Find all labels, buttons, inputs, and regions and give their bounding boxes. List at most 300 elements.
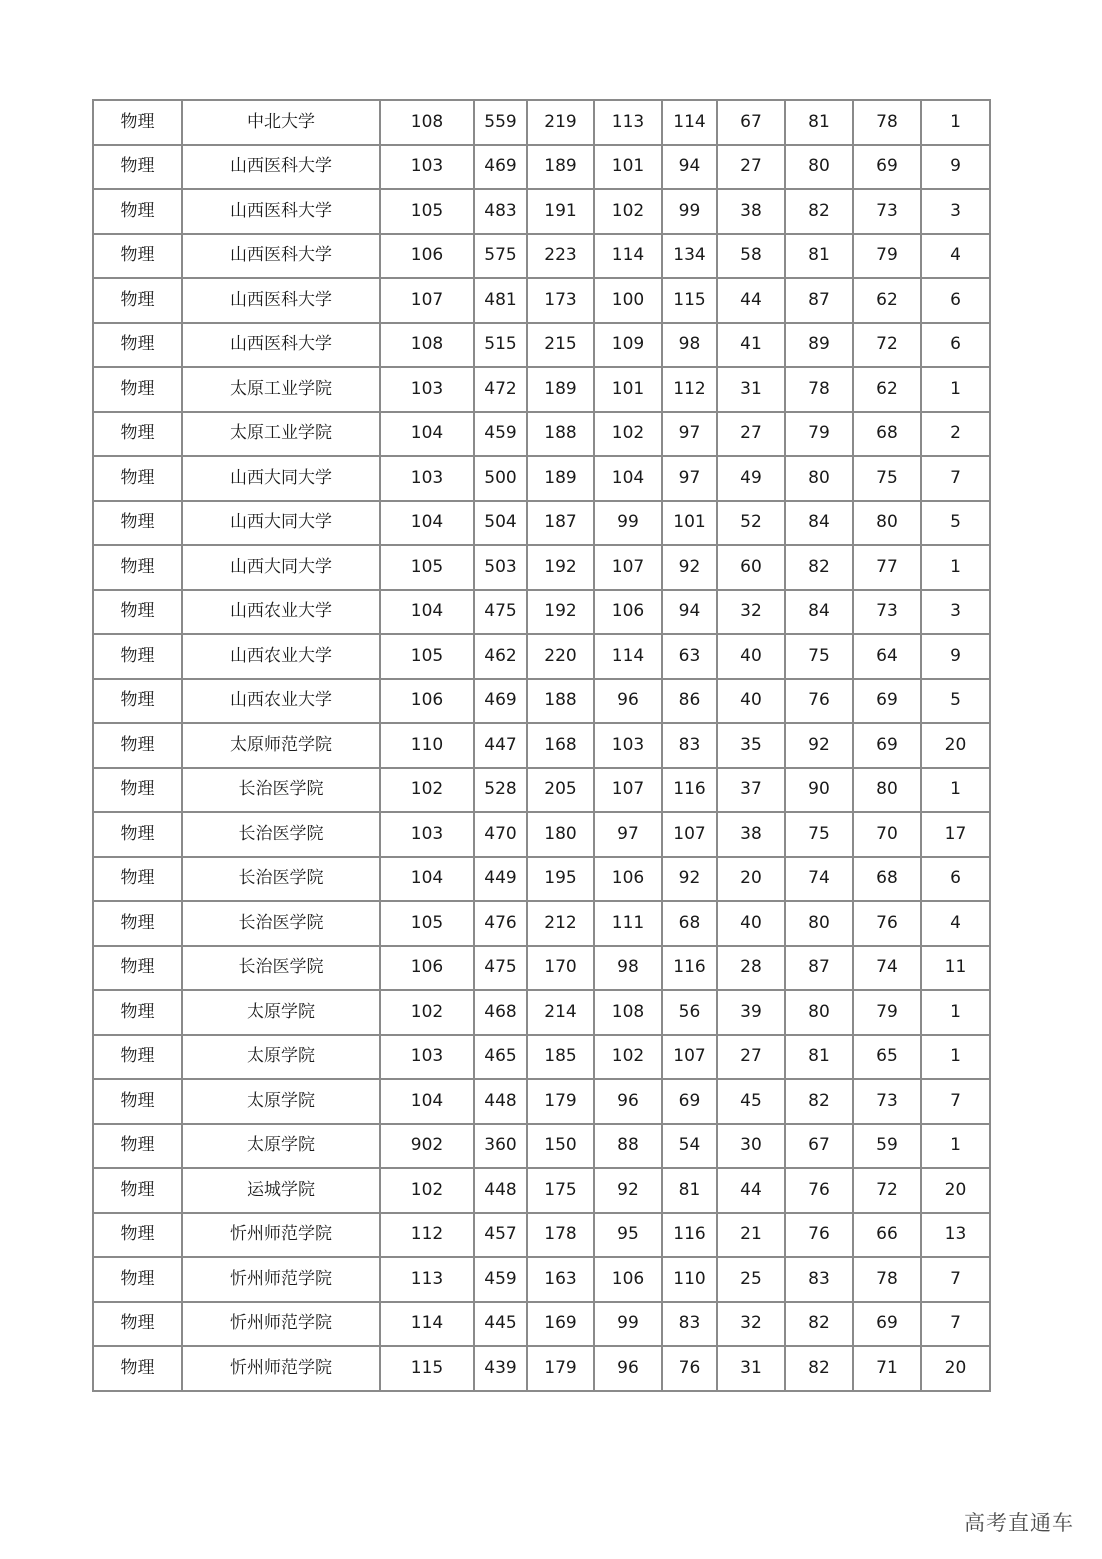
col-7-cell: 69 [662, 1079, 717, 1124]
col-9-cell: 81 [785, 1035, 853, 1080]
major-code-cell: 110 [380, 723, 474, 768]
subject-cell: 物理 [93, 1346, 182, 1391]
school-cell: 忻州师范学院 [182, 1213, 380, 1258]
col-6-cell: 106 [594, 590, 662, 635]
subject-cell: 物理 [93, 590, 182, 635]
col-10-cell: 74 [853, 946, 921, 991]
col-10-cell: 70 [853, 812, 921, 857]
col-9-cell: 76 [785, 1168, 853, 1213]
col-10-cell: 71 [853, 1346, 921, 1391]
school-cell: 长治医学院 [182, 768, 380, 813]
col-6-cell: 106 [594, 857, 662, 902]
major-code-cell: 115 [380, 1346, 474, 1391]
col-6-cell: 111 [594, 901, 662, 946]
count-cell: 7 [921, 1302, 990, 1347]
col-7-cell: 92 [662, 545, 717, 590]
table-row [93, 634, 990, 679]
school-cell: 山西农业大学 [182, 590, 380, 635]
col-9-cell: 74 [785, 857, 853, 902]
col-5-cell: 169 [527, 1302, 594, 1347]
col-10-cell: 77 [853, 545, 921, 590]
count-cell: 5 [921, 679, 990, 724]
count-cell: 13 [921, 1213, 990, 1258]
col-9-cell: 75 [785, 634, 853, 679]
col-10-cell: 66 [853, 1213, 921, 1258]
table-row [93, 367, 990, 412]
col-7-cell: 116 [662, 1213, 717, 1258]
subject-cell: 物理 [93, 367, 182, 412]
major-code-cell: 102 [380, 990, 474, 1035]
school-cell: 忻州师范学院 [182, 1302, 380, 1347]
col-6-cell: 101 [594, 145, 662, 190]
col-8-cell: 25 [717, 1257, 785, 1302]
col-7-cell: 83 [662, 1302, 717, 1347]
col-6-cell: 107 [594, 545, 662, 590]
major-code-cell: 102 [380, 1168, 474, 1213]
col-10-cell: 68 [853, 857, 921, 902]
col-5-cell: 188 [527, 679, 594, 724]
count-cell: 3 [921, 590, 990, 635]
total-score-cell: 445 [474, 1302, 527, 1347]
col-8-cell: 49 [717, 456, 785, 501]
total-score-cell: 447 [474, 723, 527, 768]
col-8-cell: 31 [717, 1346, 785, 1391]
col-5-cell: 220 [527, 634, 594, 679]
col-9-cell: 89 [785, 323, 853, 368]
col-6-cell: 88 [594, 1124, 662, 1169]
col-5-cell: 188 [527, 412, 594, 457]
count-cell: 7 [921, 1079, 990, 1124]
col-8-cell: 67 [717, 100, 785, 145]
col-5-cell: 178 [527, 1213, 594, 1258]
col-5-cell: 175 [527, 1168, 594, 1213]
col-6-cell: 96 [594, 1346, 662, 1391]
school-cell: 山西大同大学 [182, 456, 380, 501]
col-6-cell: 108 [594, 990, 662, 1035]
col-10-cell: 78 [853, 100, 921, 145]
total-score-cell: 459 [474, 412, 527, 457]
col-5-cell: 168 [527, 723, 594, 768]
col-6-cell: 96 [594, 1079, 662, 1124]
col-10-cell: 72 [853, 323, 921, 368]
table-row [93, 1079, 990, 1124]
col-5-cell: 192 [527, 590, 594, 635]
school-cell: 中北大学 [182, 100, 380, 145]
col-6-cell: 92 [594, 1168, 662, 1213]
col-9-cell: 81 [785, 100, 853, 145]
col-6-cell: 104 [594, 456, 662, 501]
col-10-cell: 62 [853, 367, 921, 412]
col-7-cell: 114 [662, 100, 717, 145]
col-6-cell: 99 [594, 1302, 662, 1347]
school-cell: 山西医科大学 [182, 145, 380, 190]
col-5-cell: 179 [527, 1346, 594, 1391]
major-code-cell: 104 [380, 857, 474, 902]
col-10-cell: 62 [853, 278, 921, 323]
col-8-cell: 52 [717, 501, 785, 546]
col-8-cell: 32 [717, 1302, 785, 1347]
col-10-cell: 69 [853, 679, 921, 724]
col-6-cell: 96 [594, 679, 662, 724]
col-8-cell: 37 [717, 768, 785, 813]
col-5-cell: 180 [527, 812, 594, 857]
school-cell: 忻州师范学院 [182, 1257, 380, 1302]
col-9-cell: 82 [785, 1302, 853, 1347]
count-cell: 4 [921, 234, 990, 279]
col-10-cell: 80 [853, 768, 921, 813]
col-9-cell: 82 [785, 1079, 853, 1124]
col-5-cell: 189 [527, 456, 594, 501]
col-6-cell: 114 [594, 234, 662, 279]
major-code-cell: 114 [380, 1302, 474, 1347]
table-row [93, 590, 990, 635]
total-score-cell: 360 [474, 1124, 527, 1169]
major-code-cell: 105 [380, 545, 474, 590]
subject-cell: 物理 [93, 545, 182, 590]
subject-cell: 物理 [93, 501, 182, 546]
major-code-cell: 108 [380, 100, 474, 145]
col-8-cell: 44 [717, 278, 785, 323]
total-score-cell: 481 [474, 278, 527, 323]
col-9-cell: 82 [785, 1346, 853, 1391]
col-8-cell: 39 [717, 990, 785, 1035]
col-8-cell: 20 [717, 857, 785, 902]
school-cell: 太原学院 [182, 1079, 380, 1124]
col-9-cell: 82 [785, 189, 853, 234]
col-5-cell: 192 [527, 545, 594, 590]
col-10-cell: 68 [853, 412, 921, 457]
major-code-cell: 112 [380, 1213, 474, 1258]
school-cell: 山西大同大学 [182, 501, 380, 546]
total-score-cell: 559 [474, 100, 527, 145]
watermark-text: 高考直通车 [964, 1511, 1074, 1535]
col-7-cell: 54 [662, 1124, 717, 1169]
col-6-cell: 99 [594, 501, 662, 546]
col-9-cell: 79 [785, 412, 853, 457]
col-8-cell: 45 [717, 1079, 785, 1124]
count-cell: 1 [921, 367, 990, 412]
col-9-cell: 90 [785, 768, 853, 813]
major-code-cell: 106 [380, 679, 474, 724]
school-cell: 太原师范学院 [182, 723, 380, 768]
total-score-cell: 483 [474, 189, 527, 234]
table-row [93, 857, 990, 902]
col-5-cell: 163 [527, 1257, 594, 1302]
col-5-cell: 223 [527, 234, 594, 279]
col-7-cell: 99 [662, 189, 717, 234]
count-cell: 9 [921, 145, 990, 190]
col-6-cell: 97 [594, 812, 662, 857]
admission-score-table [92, 99, 991, 1392]
col-5-cell: 191 [527, 189, 594, 234]
count-cell: 6 [921, 278, 990, 323]
col-8-cell: 21 [717, 1213, 785, 1258]
subject-cell: 物理 [93, 1035, 182, 1080]
col-8-cell: 35 [717, 723, 785, 768]
total-score-cell: 457 [474, 1213, 527, 1258]
table-row [93, 323, 990, 368]
subject-cell: 物理 [93, 456, 182, 501]
col-7-cell: 94 [662, 590, 717, 635]
major-code-cell: 106 [380, 946, 474, 991]
count-cell: 1 [921, 768, 990, 813]
col-6-cell: 102 [594, 1035, 662, 1080]
col-8-cell: 44 [717, 1168, 785, 1213]
total-score-cell: 504 [474, 501, 527, 546]
col-9-cell: 80 [785, 145, 853, 190]
col-5-cell: 173 [527, 278, 594, 323]
table-row [93, 234, 990, 279]
major-code-cell: 103 [380, 145, 474, 190]
table-row [93, 1346, 990, 1391]
col-6-cell: 98 [594, 946, 662, 991]
table-row [93, 545, 990, 590]
col-5-cell: 214 [527, 990, 594, 1035]
total-score-cell: 465 [474, 1035, 527, 1080]
count-cell: 20 [921, 1168, 990, 1213]
col-5-cell: 170 [527, 946, 594, 991]
count-cell: 7 [921, 1257, 990, 1302]
col-9-cell: 92 [785, 723, 853, 768]
col-8-cell: 58 [717, 234, 785, 279]
major-code-cell: 108 [380, 323, 474, 368]
col-7-cell: 97 [662, 456, 717, 501]
count-cell: 1 [921, 545, 990, 590]
col-7-cell: 63 [662, 634, 717, 679]
col-10-cell: 69 [853, 723, 921, 768]
col-5-cell: 195 [527, 857, 594, 902]
col-9-cell: 83 [785, 1257, 853, 1302]
table-row [93, 278, 990, 323]
col-7-cell: 116 [662, 768, 717, 813]
col-8-cell: 30 [717, 1124, 785, 1169]
col-6-cell: 114 [594, 634, 662, 679]
major-code-cell: 104 [380, 590, 474, 635]
school-cell: 太原学院 [182, 1035, 380, 1080]
total-score-cell: 475 [474, 946, 527, 991]
major-code-cell: 902 [380, 1124, 474, 1169]
school-cell: 太原学院 [182, 990, 380, 1035]
school-cell: 运城学院 [182, 1168, 380, 1213]
table-row [93, 946, 990, 991]
total-score-cell: 470 [474, 812, 527, 857]
total-score-cell: 449 [474, 857, 527, 902]
col-6-cell: 102 [594, 412, 662, 457]
total-score-cell: 500 [474, 456, 527, 501]
count-cell: 6 [921, 323, 990, 368]
subject-cell: 物理 [93, 1168, 182, 1213]
table-row [93, 768, 990, 813]
major-code-cell: 113 [380, 1257, 474, 1302]
total-score-cell: 439 [474, 1346, 527, 1391]
col-8-cell: 40 [717, 901, 785, 946]
col-8-cell: 27 [717, 412, 785, 457]
col-10-cell: 79 [853, 234, 921, 279]
subject-cell: 物理 [93, 1079, 182, 1124]
count-cell: 6 [921, 857, 990, 902]
school-cell: 太原学院 [182, 1124, 380, 1169]
subject-cell: 物理 [93, 1257, 182, 1302]
col-9-cell: 84 [785, 501, 853, 546]
major-code-cell: 105 [380, 634, 474, 679]
col-8-cell: 38 [717, 189, 785, 234]
col-7-cell: 107 [662, 1035, 717, 1080]
col-9-cell: 67 [785, 1124, 853, 1169]
col-5-cell: 150 [527, 1124, 594, 1169]
col-7-cell: 134 [662, 234, 717, 279]
subject-cell: 物理 [93, 679, 182, 724]
col-6-cell: 103 [594, 723, 662, 768]
col-7-cell: 94 [662, 145, 717, 190]
col-8-cell: 32 [717, 590, 785, 635]
school-cell: 山西大同大学 [182, 545, 380, 590]
col-9-cell: 80 [785, 990, 853, 1035]
school-cell: 山西医科大学 [182, 323, 380, 368]
subject-cell: 物理 [93, 100, 182, 145]
col-5-cell: 179 [527, 1079, 594, 1124]
table-row [93, 1035, 990, 1080]
major-code-cell: 103 [380, 812, 474, 857]
col-7-cell: 112 [662, 367, 717, 412]
col-6-cell: 107 [594, 768, 662, 813]
subject-cell: 物理 [93, 990, 182, 1035]
col-9-cell: 80 [785, 901, 853, 946]
col-7-cell: 81 [662, 1168, 717, 1213]
total-score-cell: 469 [474, 145, 527, 190]
col-10-cell: 78 [853, 1257, 921, 1302]
subject-cell: 物理 [93, 1302, 182, 1347]
col-5-cell: 189 [527, 367, 594, 412]
col-10-cell: 69 [853, 145, 921, 190]
subject-cell: 物理 [93, 634, 182, 679]
subject-cell: 物理 [93, 1124, 182, 1169]
subject-cell: 物理 [93, 189, 182, 234]
col-5-cell: 205 [527, 768, 594, 813]
count-cell: 17 [921, 812, 990, 857]
col-10-cell: 65 [853, 1035, 921, 1080]
table-row [93, 501, 990, 546]
major-code-cell: 105 [380, 901, 474, 946]
col-10-cell: 59 [853, 1124, 921, 1169]
total-score-cell: 462 [474, 634, 527, 679]
col-5-cell: 185 [527, 1035, 594, 1080]
col-10-cell: 69 [853, 1302, 921, 1347]
count-cell: 4 [921, 901, 990, 946]
col-8-cell: 28 [717, 946, 785, 991]
major-code-cell: 103 [380, 367, 474, 412]
subject-cell: 物理 [93, 723, 182, 768]
col-9-cell: 87 [785, 278, 853, 323]
subject-cell: 物理 [93, 946, 182, 991]
major-code-cell: 103 [380, 456, 474, 501]
subject-cell: 物理 [93, 278, 182, 323]
col-7-cell: 110 [662, 1257, 717, 1302]
subject-cell: 物理 [93, 412, 182, 457]
col-9-cell: 80 [785, 456, 853, 501]
col-7-cell: 92 [662, 857, 717, 902]
table-row [93, 145, 990, 190]
col-5-cell: 215 [527, 323, 594, 368]
col-9-cell: 87 [785, 946, 853, 991]
table-row [93, 812, 990, 857]
col-6-cell: 109 [594, 323, 662, 368]
col-8-cell: 40 [717, 679, 785, 724]
col-7-cell: 56 [662, 990, 717, 1035]
subject-cell: 物理 [93, 857, 182, 902]
subject-cell: 物理 [93, 1213, 182, 1258]
school-cell: 长治医学院 [182, 857, 380, 902]
col-6-cell: 113 [594, 100, 662, 145]
subject-cell: 物理 [93, 323, 182, 368]
col-10-cell: 80 [853, 501, 921, 546]
table-row [93, 1124, 990, 1169]
major-code-cell: 103 [380, 1035, 474, 1080]
table-row [93, 679, 990, 724]
school-cell: 长治医学院 [182, 812, 380, 857]
col-8-cell: 27 [717, 145, 785, 190]
total-score-cell: 472 [474, 367, 527, 412]
major-code-cell: 104 [380, 1079, 474, 1124]
col-8-cell: 38 [717, 812, 785, 857]
table-row [93, 189, 990, 234]
col-7-cell: 76 [662, 1346, 717, 1391]
col-9-cell: 84 [785, 590, 853, 635]
col-9-cell: 76 [785, 679, 853, 724]
col-8-cell: 40 [717, 634, 785, 679]
count-cell: 9 [921, 634, 990, 679]
col-8-cell: 27 [717, 1035, 785, 1080]
col-5-cell: 189 [527, 145, 594, 190]
count-cell: 1 [921, 1124, 990, 1169]
col-8-cell: 31 [717, 367, 785, 412]
school-cell: 太原工业学院 [182, 367, 380, 412]
school-cell: 长治医学院 [182, 946, 380, 991]
total-score-cell: 503 [474, 545, 527, 590]
col-7-cell: 116 [662, 946, 717, 991]
major-code-cell: 102 [380, 768, 474, 813]
col-8-cell: 41 [717, 323, 785, 368]
col-7-cell: 97 [662, 412, 717, 457]
subject-cell: 物理 [93, 234, 182, 279]
col-7-cell: 98 [662, 323, 717, 368]
col-9-cell: 75 [785, 812, 853, 857]
subject-cell: 物理 [93, 812, 182, 857]
count-cell: 1 [921, 100, 990, 145]
total-score-cell: 575 [474, 234, 527, 279]
major-code-cell: 107 [380, 278, 474, 323]
count-cell: 3 [921, 189, 990, 234]
total-score-cell: 468 [474, 990, 527, 1035]
major-code-cell: 105 [380, 189, 474, 234]
total-score-cell: 459 [474, 1257, 527, 1302]
count-cell: 5 [921, 501, 990, 546]
col-5-cell: 187 [527, 501, 594, 546]
col-9-cell: 78 [785, 367, 853, 412]
table-row [93, 456, 990, 501]
school-cell: 山西医科大学 [182, 189, 380, 234]
count-cell: 1 [921, 1035, 990, 1080]
col-6-cell: 102 [594, 189, 662, 234]
school-cell: 忻州师范学院 [182, 1346, 380, 1391]
major-code-cell: 104 [380, 501, 474, 546]
col-5-cell: 212 [527, 901, 594, 946]
col-6-cell: 101 [594, 367, 662, 412]
total-score-cell: 515 [474, 323, 527, 368]
table-row [93, 1302, 990, 1347]
table-row [93, 990, 990, 1035]
col-7-cell: 83 [662, 723, 717, 768]
col-10-cell: 73 [853, 1079, 921, 1124]
